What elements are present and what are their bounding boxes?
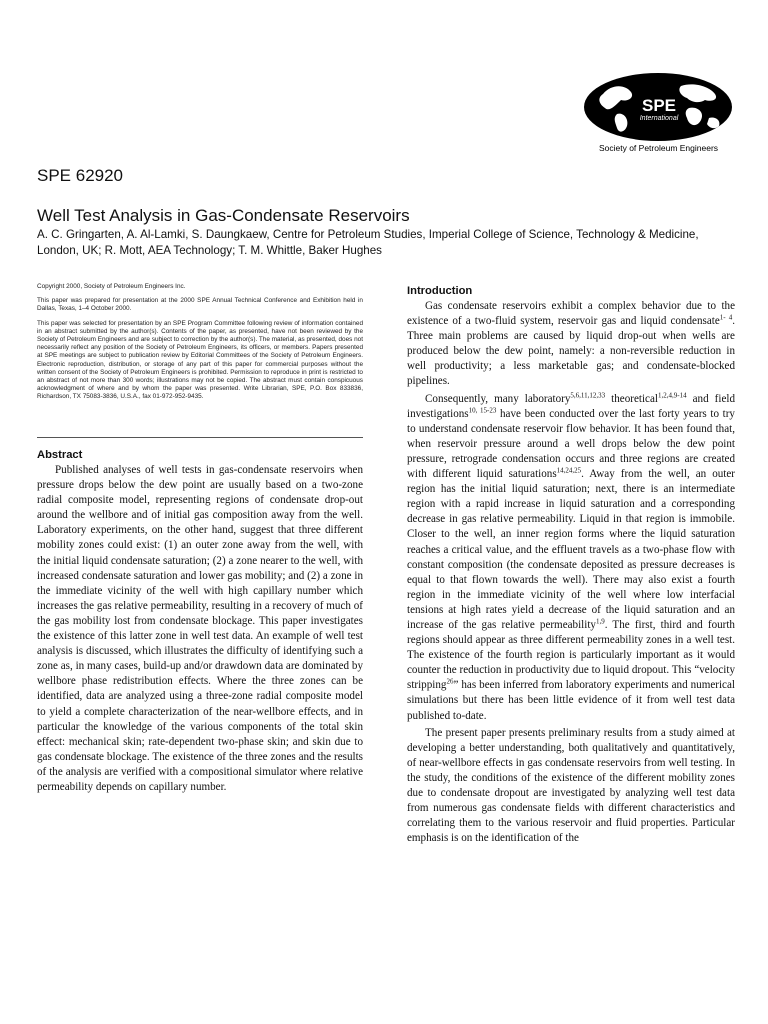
globe-icon bbox=[581, 72, 736, 144]
citation-superscript: 14,24,25 bbox=[556, 466, 582, 475]
citation-superscript: 1- 4 bbox=[719, 313, 733, 322]
introduction-heading: Introduction bbox=[407, 285, 473, 297]
citation-superscript: 1,2,4,9-14 bbox=[657, 390, 687, 399]
intro-paragraph-1: Gas condensate reservoirs exhibit a complex behavior due to the existence of a two-fluid system, reservoir gas and liquid condensate$^{1- 4}$. Three main problems are caused by liquid drop-out when wells are produced below the dew point, namely: a non-reversible reduction in well productivity; a less marketable gas; and condensate-blocked pipelines. bbox=[407, 300, 735, 388]
logo-subtext: International bbox=[639, 115, 679, 122]
copyright-notice bbox=[37, 283, 363, 408]
paper-title: Well Test Analysis in Gas-Condensate Reservoirs bbox=[37, 206, 410, 225]
citation-superscript: 26 bbox=[446, 677, 454, 686]
intro-paragraph-2: Consequently, many laboratory$^{5,6,11,12,33}$ theoretical$^{1,2,4,9-14}$ and field investigations$^{10, 15-23}$ have been conducted over the last forty years to try to understand condensate reservoir flow behavior. It has been found that, when reservoir pressure around a well drops below the dew point pressure, retrograde condensation occurs and three regions are created with different liquid saturations$^{14,24,25}$. Away from the well, an outer region has the initial liquid saturation; next, there is an intermediate region with a rapid increase in liquid saturation and a corresponding decrease in gas relative permeability. Liquid in that region is immobile. Closer to the well, an inner region forms where the liquid saturation reaches a critical value, and the effluent travels as a two-phase flow with constant composition (the condensate deposited as pressure decreases is equal to that flown towards the well). There may also exist a fourth region in the immediate vicinity of the well where low interfacial tensions at high rates yield a decrease of the liquid saturation and an increase of the gas relative permeability$^{1,9}$. The first, third and fourth regions should appear as three different permeability zones in a well test. The existence of the fourth region is particularly important as it would counter the reduction in productivity due to liquid dropout. This “velocity stripping$^{26}$” has been inferred from laboratory experiments and numerical simulations but there has been little evidence of it from well test data published to-date. bbox=[407, 390, 735, 722]
divider bbox=[37, 437, 363, 438]
logo-text: SPE bbox=[641, 96, 677, 115]
copyright-line: Copyright 2000, Society of Petroleum Engineers Inc. bbox=[37, 283, 186, 290]
citation-superscript: 5,6,11,12,33 bbox=[570, 390, 606, 399]
spe-logo bbox=[581, 72, 736, 158]
abstract-heading: Abstract bbox=[37, 449, 83, 461]
spe-number: SPE 62920 bbox=[37, 166, 124, 185]
citation-superscript: 10, 15-23 bbox=[468, 405, 497, 414]
abstract-text: Published analyses of well tests in gas-condensate reservoirs when pressure drops below the dew point are usually based on a two-zone radial composite model, representing regions of condensate drop-out around the wellbore and of initial gas composition away from the well. Laboratory experiments, on the other hand, suggest that three different mobility zones could exist: (1) an outer zone away from the well, with the initial liquid condensate saturation; (2) a zone nearer to the well, with increased condensate saturation and lower gas mobility; and (2) a zone in the immediate vicinity of the well with high capillary number which increases the gas relative permeability, resulting in a recovery of much of the gas mobility lost from condensate blockage. This paper investigates the existence of this latter zone in well test data. An example of well test analysis is discussed, which illustrates the difficulty of identifying such a zone as, in many cases, build-up and/or drawdown data are dominated by wellbore phase redistribution effects. Where the three zones can be identified, data are analyzed using a three-zone radial composite model to yield a complete characterization of the near-wellbore effects, and in particular the knowledge of the various components of the total skin effect: mechanical skin; rate-dependent two-phase skin; and skin due to gas condensate blockage. The existence of the three zones and the results of the analysis are verified with a compositional simulator where relative permeability depends on capillary number. bbox=[37, 464, 363, 793]
citation-superscript: 1,9 bbox=[595, 617, 605, 626]
presentation-note: This paper was prepared for presentation at the 2000 SPE Annual Technical Conference and Exhibition held in Dallas, Texas, 1–4 October 2000. bbox=[37, 297, 363, 313]
logo-caption: Society of Petroleum Engineers bbox=[598, 143, 719, 153]
authors: A. C. Gringarten, A. Al-Lamki, S. Daungkaew, Centre for Petroleum Studies, Imperial College of Science, Technology & Medicine, London, UK; R. Mott, AEA Technology; T. M. Whittle, Baker Hughes bbox=[37, 228, 699, 257]
introduction-section bbox=[407, 284, 735, 846]
intro-paragraph-3: The present paper presents preliminary results from a study aimed at developing a better understanding, both qualitatively and quantitatively, of near-wellbore effects in gas condensate reservoirs from well testing. In the study, the conditions of the existence of the different mobility zones due to condensate dropout are investigated by analyzing well test data from numerous gas condensate fields with different characteristics and correlating them to the various reservoir and fluid properties. Particular emphasis is on the identification of the bbox=[407, 726, 735, 845]
abstract-section bbox=[37, 448, 363, 795]
selection-note: This paper was selected for presentation by an SPE Program Committee following review of information contained in an abstract submitted by the author(s). Contents of the paper, as presented, have not been reviewed by the Society of Petroleum Engineers and are subject to correction by the author(s). The material, as presented, does not necessarily reflect any position of the Society of Petroleum Engineers, its officers, or members. Papers presented at SPE meetings are subject to publication review by Editorial Committees of the Society of Petroleum Engineers. Electronic reproduction, distribution, or storage of any part of this paper for commercial purposes without the written consent of the Society of Petroleum Engineers is prohibited. Permission to reproduce in print is restricted to an abstract of not more than 300 words; illustrations may not be copied. The abstract must contain conspicuous acknowledgment of where and by whom the paper was presented. Write Librarian, SPE, P.O. Box 833836, Richardson, TX 75083-3836, U.S.A., fax 01-972-952-9435. bbox=[37, 319, 363, 401]
